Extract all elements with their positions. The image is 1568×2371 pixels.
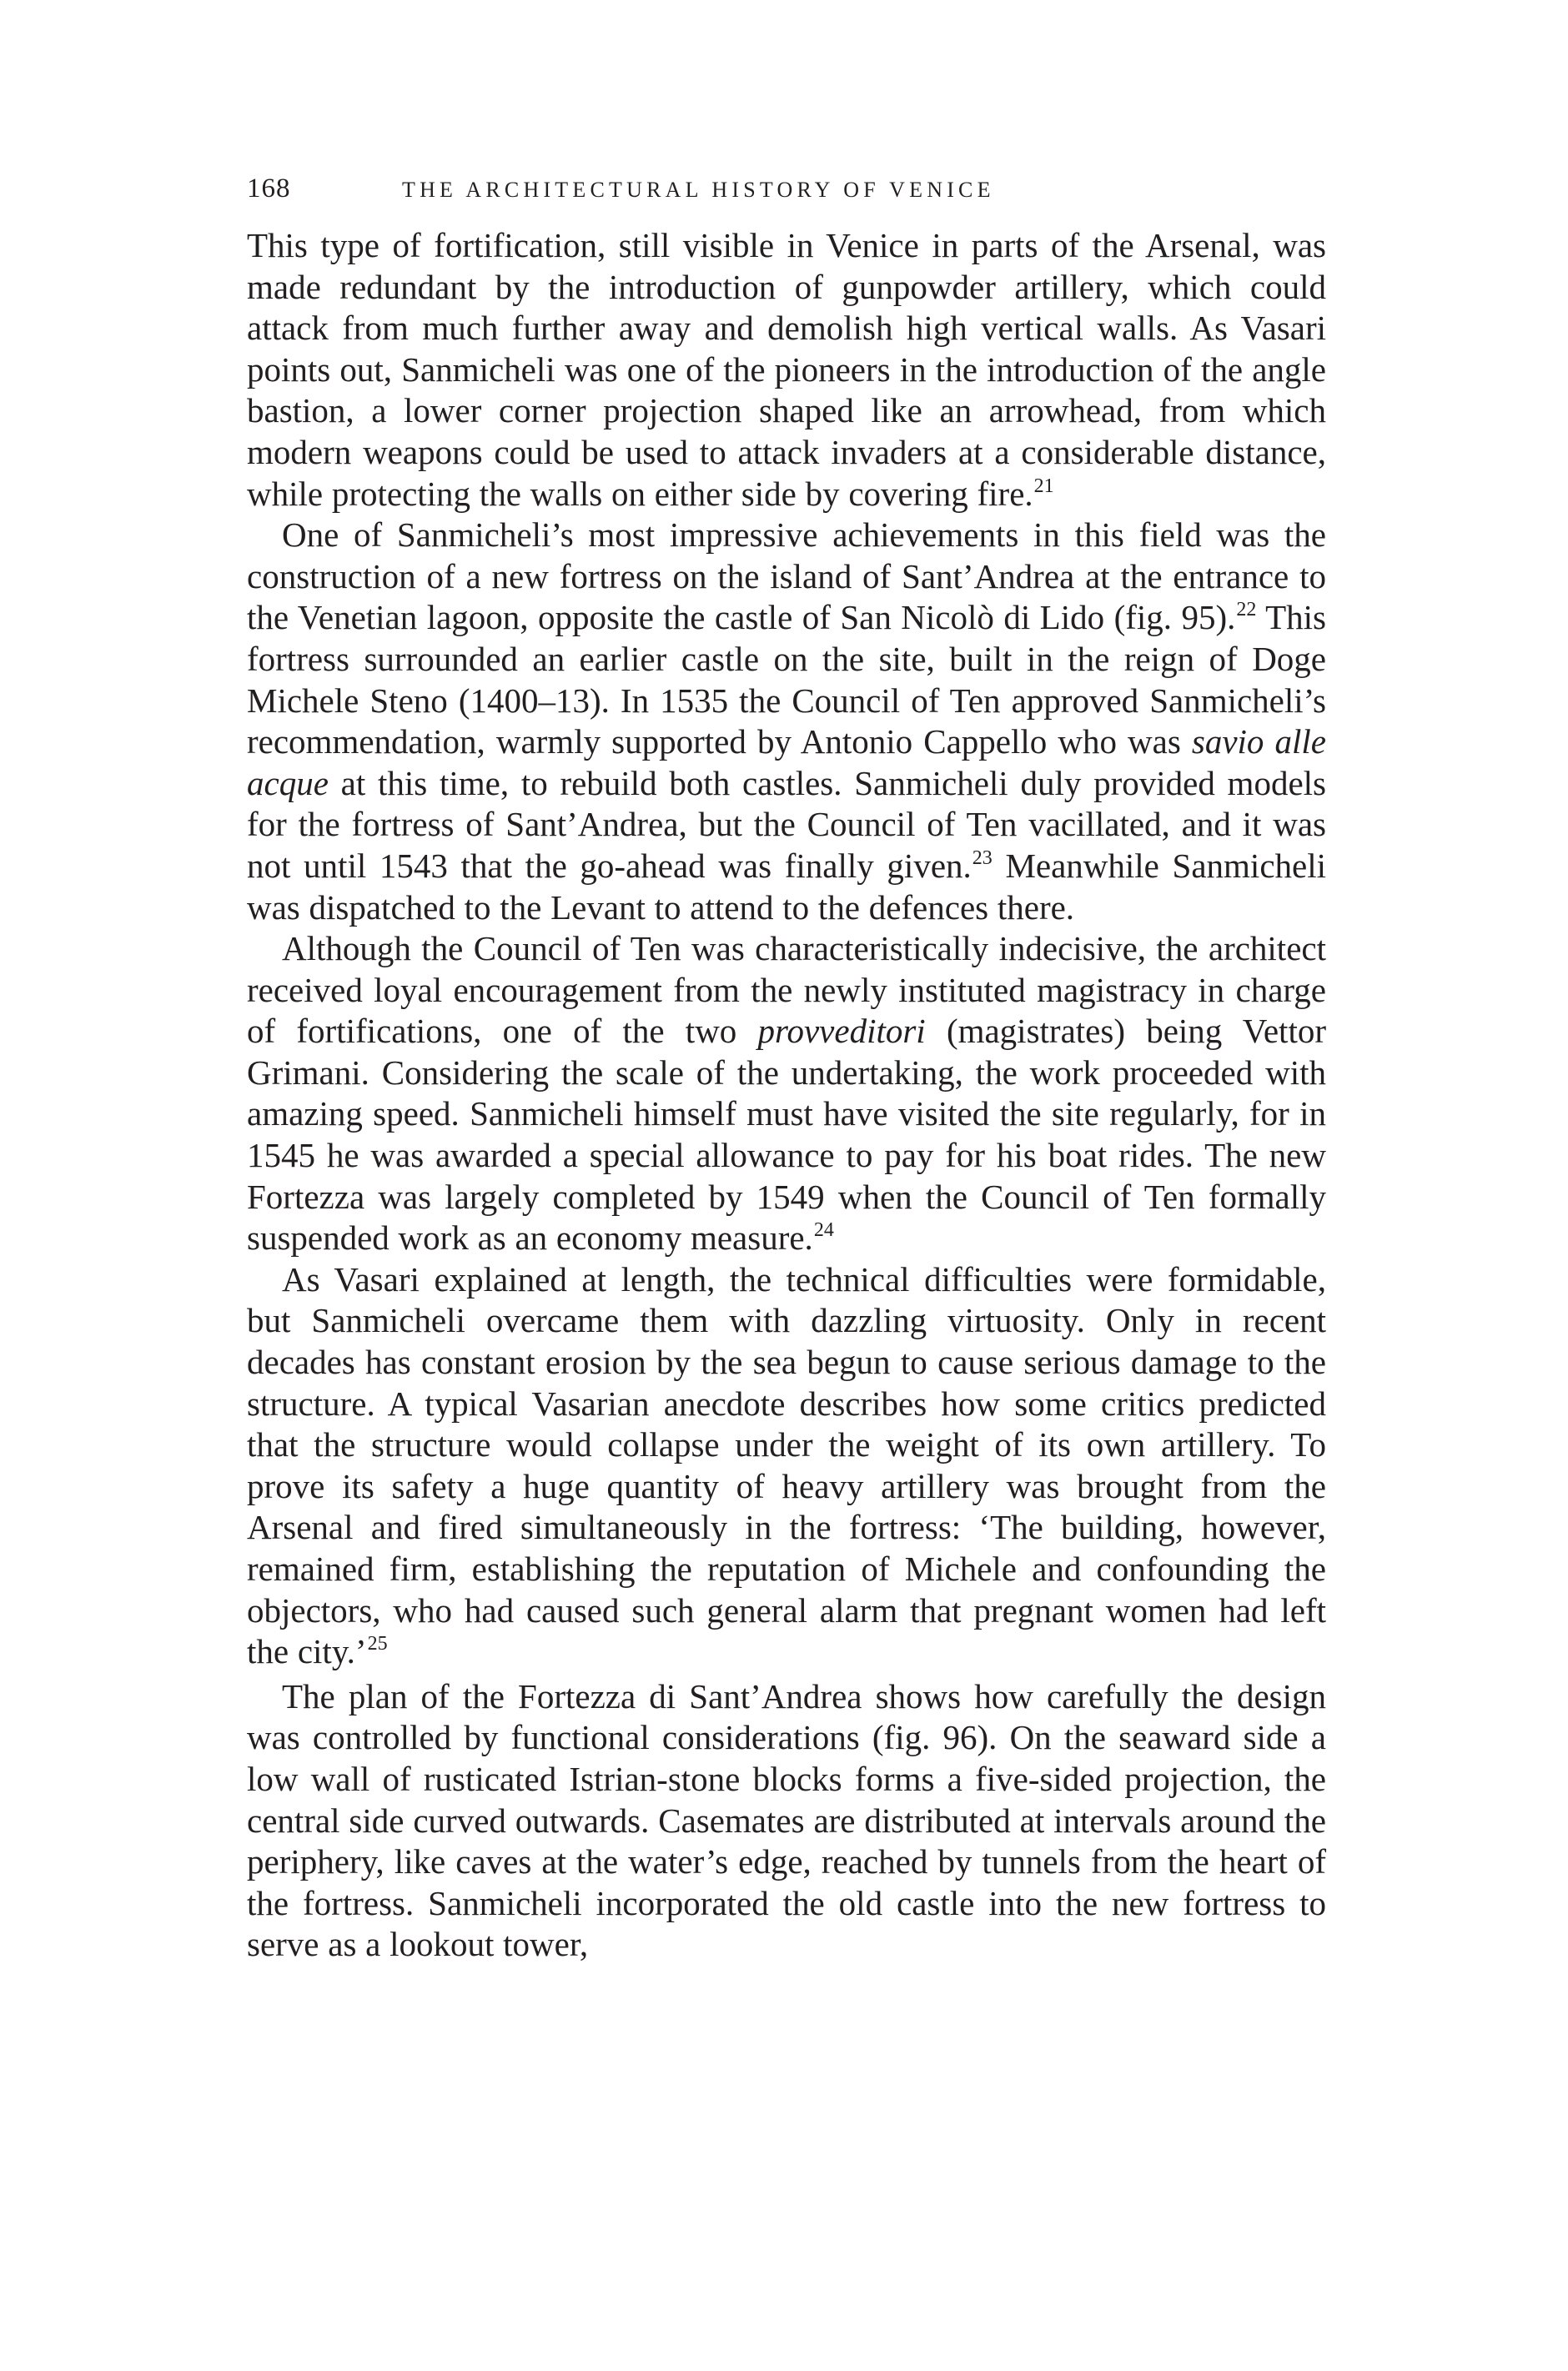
paragraph-text: One of Sanmicheli’s most impressive achievements in this field was the construction of a new fortress on the island of Sant’Andrea at the entrance to the Venetian lagoon, opposite the castle of San Nicolò di Lido (fig. 95).	[247, 515, 1326, 637]
footnote-ref-23: 23	[972, 846, 993, 869]
paragraph-text: As Vasari explained at length, the technical difficulties were formidable, but Sanmicheli overcame them with dazzling virtuosity. Only in recent decades has constant erosion by the sea begun to cause serious damage to the structure. A typical Vasarian anecdote describes how some critics predicted that the structure would collapse under the weight of its own artillery. To prove its safety a huge quantity of heavy artillery was brought from the Arsenal and fired simultaneously in the fortress: ‘The building, however, remained firm, establishing the reputation of Michele and confounding the objectors, who had caused such general alarm that pregnant women had left the city.’	[247, 1259, 1326, 1671]
paragraph-5	[247, 1676, 1326, 1966]
italic-term: savio alle acque	[247, 722, 1326, 802]
paragraph-1	[247, 225, 1326, 515]
footnote-ref-22: 22	[1236, 599, 1257, 621]
paragraph-text: at this time, to rebuild both castles. Sanmicheli duly provided models for the fortress of Sant’Andrea, but the Council of Ten vacillated, and it was not until 1543 that the go-ahead was finally given.	[247, 763, 1326, 885]
italic-term: provveditori	[757, 1012, 926, 1051]
footnote-ref-21: 21	[1033, 475, 1054, 497]
paragraph-3	[247, 928, 1326, 1259]
page-number: 168	[247, 173, 291, 203]
paragraph-text: This type of fortification, still visible in Venice in parts of the Arsenal, was made redundant by the introduction of gunpowder artillery, which could attack from much further away and demolish high vertical walls. As Vasari points out, Sanmicheli was one of the pioneers in the introduction of the angle bastion, a lower corner projection shaped like an arrowhead, from which modern weapons could be used to attack invaders at a considerable distance, while protecting the walls on either side by covering fire.	[247, 226, 1326, 513]
paragraph-4	[247, 1259, 1326, 1673]
paragraph-text: The plan of the Fortezza di Sant’Andrea shows how carefully the design was controlled by functional considerations (fig. 96). On the seaward side a low wall of rusticated Istrian-stone blocks forms a five-sided projection, the central side curved outwards. Casemates are distributed at intervals around the periphery, like caves at the water’s edge, reached by tunnels from the heart of the fortress. Sanmicheli incorporated the old castle into the new fortress to serve as a lookout tower,	[247, 1676, 1326, 1964]
paragraph-text: Meanwhile Sanmicheli was dispatched to the Levant to attend to the defences there.	[247, 846, 1326, 927]
page-header	[247, 173, 1323, 207]
paragraph-2	[247, 515, 1326, 928]
body-text	[247, 225, 1326, 1966]
paragraph-text: Although the Council of Ten was characteristically indecisive, the architect received loyal encouragement from the newly instituted magistracy in charge of fortifications, one of the two	[247, 929, 1326, 1051]
footnote-ref-24: 24	[813, 1219, 834, 1242]
paragraph-text: This fortress surrounded an earlier castle on the site, built in the reign of Doge Michele Steno (1400–13). In 1535 the Council of Ten approved Sanmicheli’s recommendation, warmly supported by Antonio Cappello who was	[247, 598, 1326, 761]
paragraph-text: (magistrates) being Vettor Grimani. Considering the scale of the undertaking, the work proceeded with amazing speed. Sanmicheli himself must have visited the site regularly, for in 1545 he was awarded a special allowance to pay for his boat rides. The new Fortezza was largely completed by 1549 when the Council of Ten formally suspended work as an economy measure.	[247, 1012, 1326, 1258]
running-head: THE ARCHITECTURAL HISTORY OF VENICE	[402, 178, 995, 202]
footnote-ref-25: 25	[367, 1633, 388, 1655]
